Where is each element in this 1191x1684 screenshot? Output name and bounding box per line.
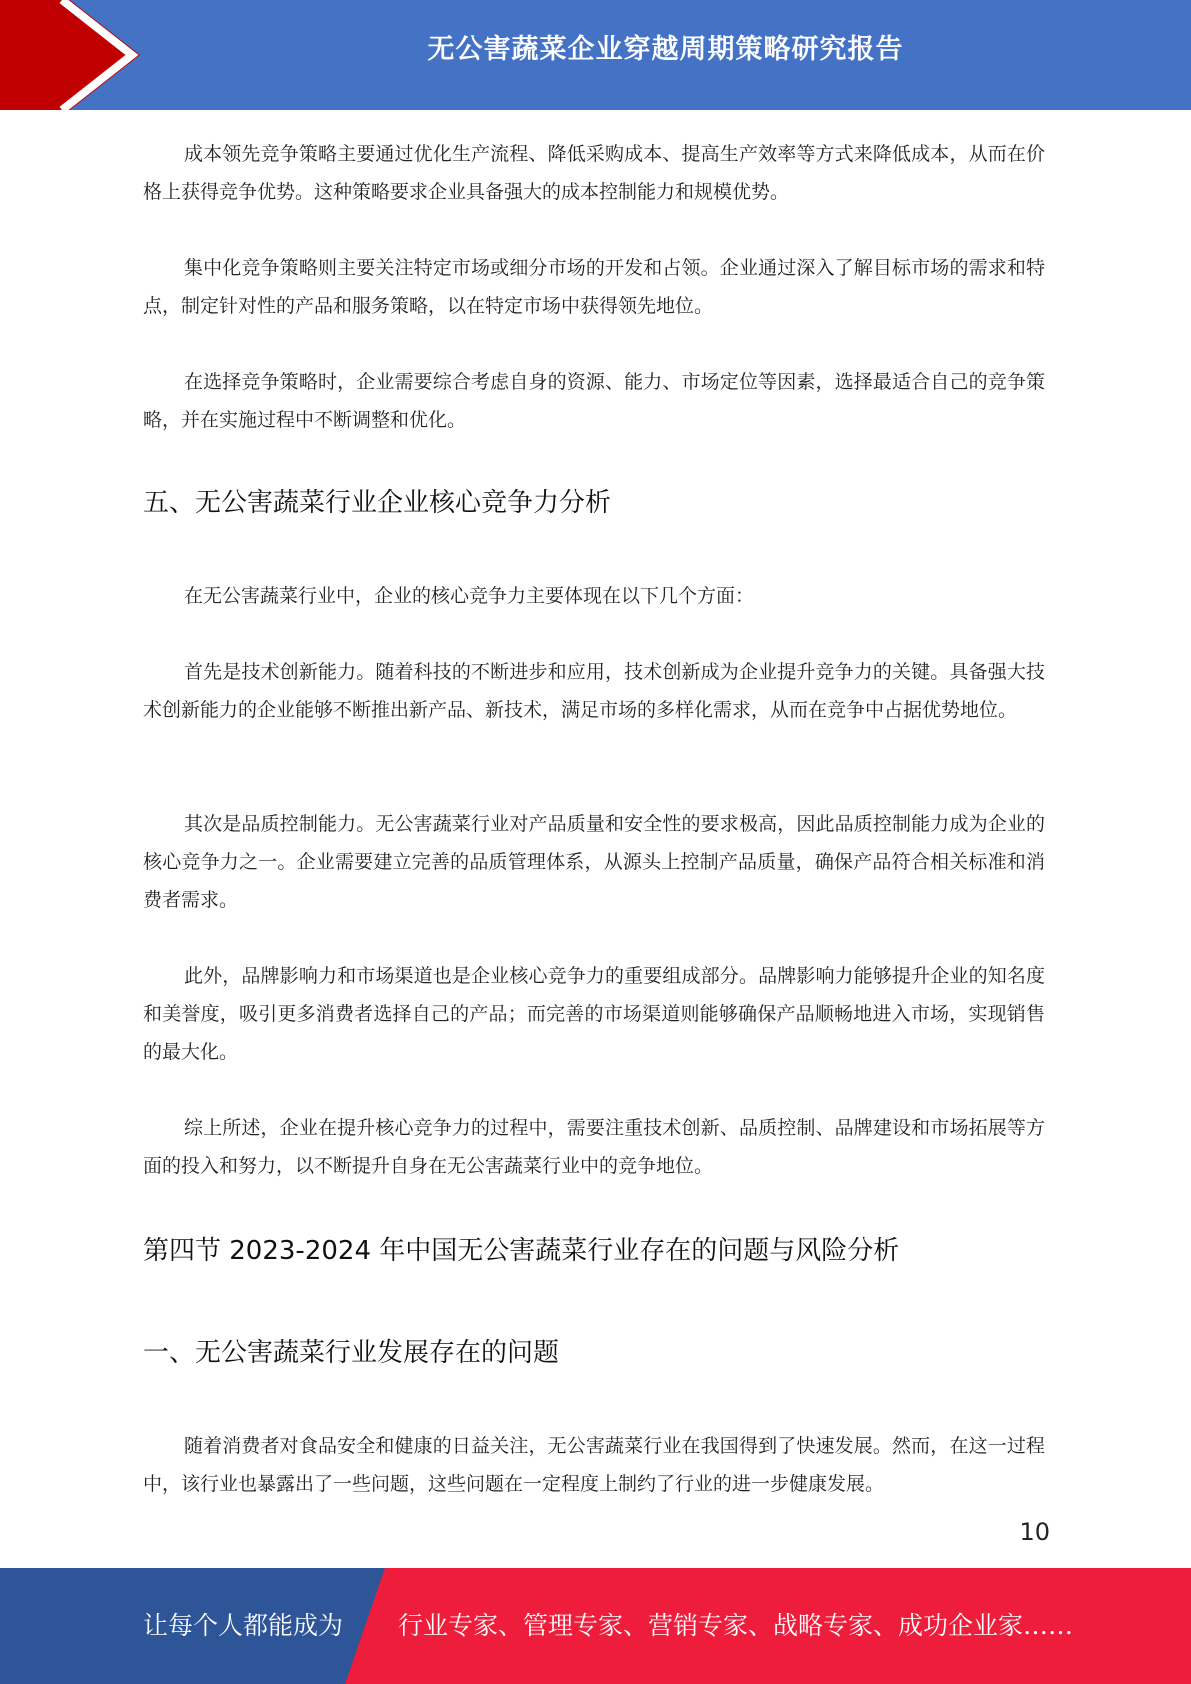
- section-heading-core-competitiveness: 五、无公害蔬菜行业企业核心竞争力分析: [143, 488, 612, 518]
- section-heading-problems-risks: 第四节 2023-2024 年中国无公害蔬菜行业存在的问题与风险分析: [143, 1236, 900, 1266]
- paragraph-quality-control: 其次是品质控制能力。无公害蔬菜行业对产品质量和安全性的要求极高，因此品质控制能力成为企业的核心竞争力之一。企业需要建立完善的品质管理体系，从源头上控制产品质量，确保产品符合相关标准和消费者需求。: [143, 813, 1045, 911]
- page-header: [0, 0, 1191, 110]
- paragraph-strategy-selection: 在选择竞争策略时，企业需要综合考虑自身的资源、能力、市场定位等因素，选择最适合自己的竞争策略，并在实施过程中不断调整和优化。: [143, 371, 1045, 431]
- footer-slogan-left: 让每个人都能成为: [143, 1611, 344, 1640]
- paragraph-brand-channels: 此外，品牌影响力和市场渠道也是企业核心竞争力的重要组成部分。品牌影响力能够提升企业的知名度和美誉度，吸引更多消费者选择自己的产品；而完善的市场渠道则能够确保产品顺畅地进入市场，实现销售的最大化。: [143, 965, 1045, 1063]
- footer-slogan-right: 行业专家、管理专家、营销专家、战略专家、成功企业家……: [398, 1611, 1074, 1640]
- page-footer: [0, 1568, 1191, 1684]
- paragraph-focus-strategy: 集中化竞争策略则主要关注特定市场或细分市场的开发和占领。企业通过深入了解目标市场的需求和特点，制定针对性的产品和服务策略，以在特定市场中获得领先地位。: [143, 257, 1045, 317]
- page-number: 10: [1019, 1518, 1050, 1546]
- subsection-heading-problems: 一、无公害蔬菜行业发展存在的问题: [143, 1338, 560, 1368]
- report-title: 无公害蔬菜企业穿越周期策略研究报告: [427, 34, 904, 65]
- paragraph-summary: 综上所述，企业在提升核心竞争力的过程中，需要注重技术创新、品质控制、品牌建设和市场拓展等方面的投入和努力，以不断提升自身在无公害蔬菜行业中的竞争地位。: [143, 1117, 1045, 1177]
- paragraph-cost-leadership: 成本领先竞争策略主要通过优化生产流程、降低采购成本、提高生产效率等方式来降低成本，从而在价格上获得竞争优势。这种策略要求企业具备强大的成本控制能力和规模优势。: [143, 143, 1045, 203]
- header-arrow-icon: [0, 0, 160, 110]
- paragraph-problems-intro: 随着消费者对食品安全和健康的日益关注，无公害蔬菜行业在我国得到了快速发展。然而，在这一过程中，该行业也暴露出了一些问题，这些问题在一定程度上制约了行业的进一步健康发展。: [143, 1435, 1045, 1495]
- paragraph-intro: 在无公害蔬菜行业中，企业的核心竞争力主要体现在以下几个方面：: [184, 585, 755, 607]
- paragraph-technology-innovation: 首先是技术创新能力。随着科技的不断进步和应用，技术创新成为企业提升竞争力的关键。具备强大技术创新能力的企业能够不断推出新产品、新技术，满足市场的多样化需求，从而在竞争中占据优势地位。: [143, 661, 1045, 721]
